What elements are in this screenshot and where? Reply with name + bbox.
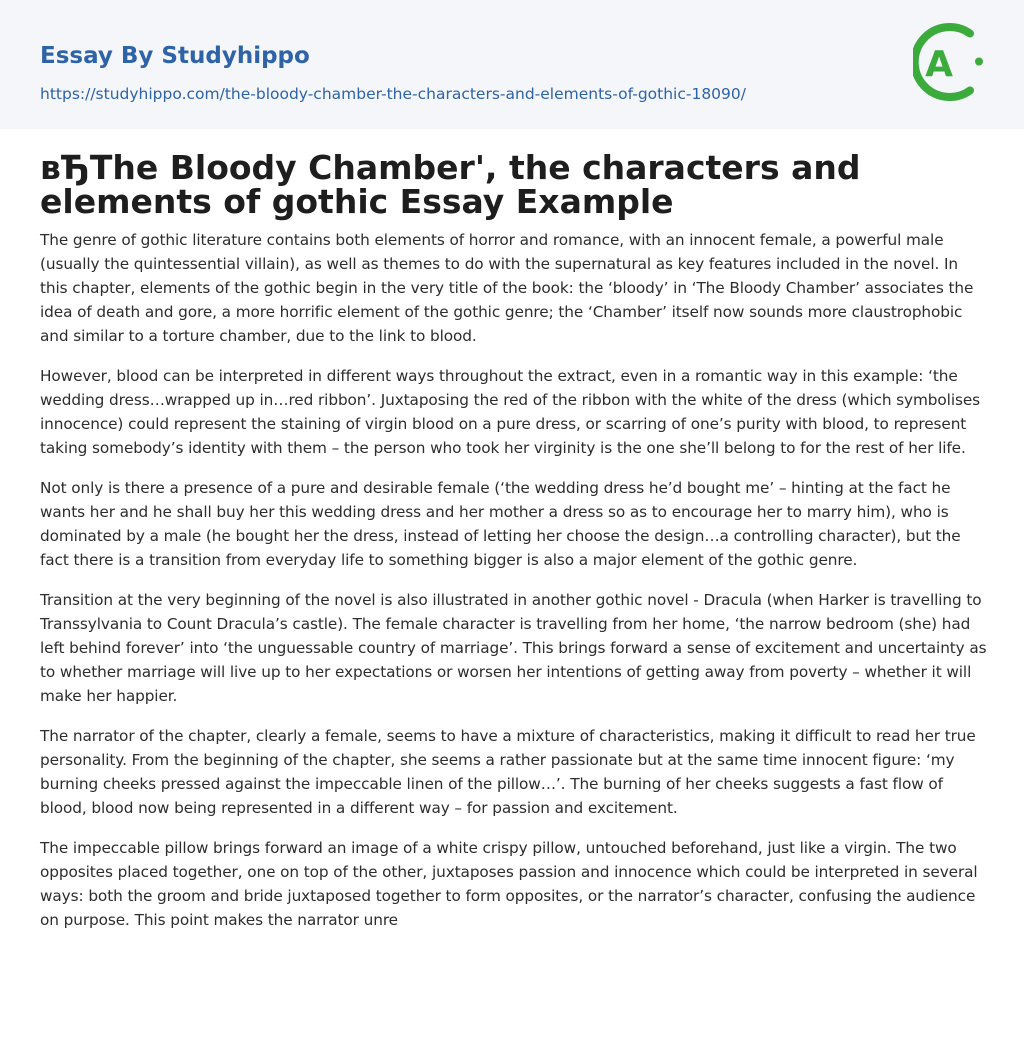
logo-letter: A bbox=[925, 44, 953, 85]
paragraph: The narrator of the chapter, clearly a female, seems to have a mixture of characteristics, making it difficult to read her true personality. From the beginning of the chapter, she seems a rather passionate but at the same time innocent figure: ‘my burning cheeks pressed against the impeccable linen of the pillow…’. The burning of her cheeks suggests a fast flow of blood, blood now being represented in a different way – for passion and excitement. bbox=[40, 727, 976, 817]
paragraph: The impeccable pillow brings forward an image of a white crispy pillow, untouched beforehand, just like a virgin. The two opposites placed together, one on top of the other, juxtaposes passion and innocence which could be interpreted in several ways: both the groom and bride juxtaposed together to form opposites, or the narrator’s character, confusing the audience on purpose. This point makes the narrator unre bbox=[40, 839, 978, 929]
paragraph: Transition at the very beginning of the novel is also illustrated in another gothic novel - Dracula (when Harker is travelling to Transsylvania to Count Dracula’s castle). The female character is travelling from her home, ‘the narrow bedroom (she) had left behind forever’ into ‘the unguessable country of marriage’. This brings forward a sense of excitement and uncertainty as to whether marriage will live up to her expectations or worsen her intentions of getting away from poverty – whether it will make her happier. bbox=[40, 591, 987, 705]
article-body bbox=[40, 228, 990, 948]
site-title[interactable]: Essay By Studyhippo bbox=[40, 43, 310, 69]
paragraph: The genre of gothic literature contains both elements of horror and romance, with an innocent female, a powerful male (usually the quintessential villain), as well as themes to do with the supernatural as key features included in the novel. In this chapter, elements of the gothic begin in the very title of the book: the ‘bloody’ in ‘The Bloody Chamber’ associates the idea of death and gore, a more horrific element of the gothic genre; the ‘Chamber’ itself now sounds more claustrophobic and similar to a torture chamber, due to the link to blood. bbox=[40, 231, 974, 345]
site-header bbox=[0, 0, 1024, 129]
paragraph: Not only is there a presence of a pure and desirable female (‘the wedding dress he’d bought me’ – hinting at the fact he wants her and he shall buy her this wedding dress and her mother a dress so as to encourage her to marry him), who is dominated by a male (he bought her the dress, instead of letting her choose the design…a controlling character), but the fact there is a transition from everyday life to something bigger is also a major element of the gothic genre. bbox=[40, 479, 961, 569]
page-title: вЂThe Bloody Chamber', the characters and elements of gothic Essay Example bbox=[40, 148, 861, 221]
paragraph: However, blood can be interpreted in different ways throughout the extract, even in a romantic way in this example: ‘the wedding dress…wrapped up in…red ribbon’. Juxtaposing the red of the ribbon with the white of the dress (which symbolises innocence) could represent the staining of virgin blood on a pure dress, or scarring of one’s purity with blood, to represent taking somebody’s identity with them – the person who took her virginity is the one she’ll belong to for the rest of her life. bbox=[40, 367, 981, 457]
studyhippo-logo-icon[interactable] bbox=[913, 19, 986, 105]
source-url-link[interactable]: https://studyhippo.com/the-bloody-chamber-the-characters-and-elements-of-gothic-18090/ bbox=[40, 85, 746, 103]
